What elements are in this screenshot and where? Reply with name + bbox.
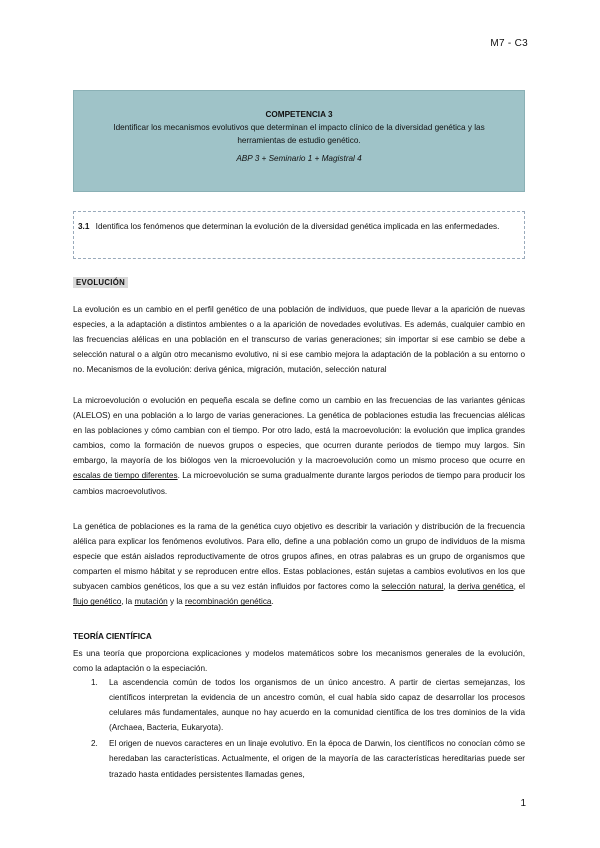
document-code: M7 - C3 [490, 38, 528, 49]
theory-intro: Es una teoría que proporciona explicaciones y modelos matemáticos sobre los mecanismos generales de la evolución, como la adaptación o la especiación. [73, 649, 525, 674]
list-item-text: La ascendencia común de todos los organismos de un único ancestro. A partir de ciertas semejanzas, los científicos interpretan la evidencia de un ancestro común, el cual había sido capaz de desarrollar los procesos celulares más fundamentales, aunque no hay acuerdo en la comunidad científica de los tres dominios de la vida (Archaea, Bacteria, Eukaryota). [109, 678, 525, 733]
link-mutation[interactable]: mutación [134, 597, 168, 607]
page-number: 1 [520, 798, 526, 809]
theory-list [73, 675, 525, 783]
objective-text: Identifica los fenómenos que determinan la evolución de la diversidad genética implicada en las enfermedades. [95, 222, 500, 231]
separator: , el [513, 582, 526, 592]
paragraph-population-genetics-text: La genética de poblaciones es la rama de la genética cuyo objetivo es describir la variación y distribución de la frecuencia alélica para explicar los fenómenos evolutivos. Para ello, define a una población como un grupo de individuos de la misma especie que están aislados reproductivamente de otros grupos afines, en otras palabras es un grupo de organismos que comparten el mismo hábitat y se reproducen entre ellos. Estas poblaciones, están sujetas a cambios evolutivos en los que subyacen cambios genéticos, los que a su vez están influidos por factores como la [73, 522, 525, 592]
competencia-sessions: ABP 3 + Seminario 1 + Magistral 4 [236, 154, 362, 163]
separator: y la [167, 597, 185, 607]
link-natural-selection[interactable]: selección natural [381, 582, 444, 592]
list-item-text: El origen de nuevos caracteres en un linaje evolutivo. En la época de Darwin, los científicos no conocían cómo se heredaban las características. Actualmente, el origen de la mayoría de las características hereditarias puede ser trazado hasta entidades persistentes llamadas genes, [109, 739, 525, 779]
section-heading: EVOLUCIÓN [73, 277, 128, 288]
competencia-line-1: Identificar los mecanismos evolutivos que determinan el impacto clínico de la diversidad genética y las [113, 123, 485, 132]
competencia-title: COMPETENCIA 3 [265, 110, 333, 119]
link-genetic-recombination[interactable]: recombinación genética [184, 597, 272, 607]
separator: , la [121, 597, 135, 607]
paragraph-evolution: La evolución es un cambio en el perfil genético de una población de individuos, que puede llevar a la aparición de nuevas especies, a la adaptación a distintos ambientes o a la aparición de novedades evolutivas. Es además, cualquier cambio en las frecuencias alélicas en una población en el transcurso de varias generaciones; sin importar si ese cambio se debe a selección natural o a algún otro mecanismo evolutivo, ni si ese cambio mejora la adaptación de la población a su entorno o no. Mecanismos de la evolución: deriva génica, migración, mutación, selección natural [73, 305, 525, 375]
list-item-number: 2. [91, 739, 98, 749]
separator: . [271, 597, 274, 607]
paragraph-microevolution-text: La microevolución o evolución en pequeña escala se define como un cambio en las frecuencias de las variantes génicas (ALELOS) en una población a lo largo de varias generaciones. La genética de poblaciones estudia las frecuencias alélicas en las poblaciones y cómo cambian con el tiempo. Por otro lado, está la macroevolución: la evolución que implica grandes cambios, como la formación de nuevos grupos o especies, que ocurren durante periodos de tiempo muy largos. Sin embargo, la mayoría de los biólogos ven la microevolución y la macroevolución como un mismo proceso que ocurre en [73, 396, 525, 466]
competencia-box [73, 90, 525, 192]
paragraph-microevolution [73, 393, 525, 499]
link-genetic-drift[interactable]: deriva genética [457, 582, 514, 592]
paragraph-microevolution-end: . La microevolución se suma gradualmente durante largos periodos de tiempo para producir los cambios macroevolutivos. [73, 471, 525, 496]
paragraph-population-genetics [73, 519, 525, 610]
objective-number: 3.1 [78, 222, 90, 231]
list-item [73, 675, 525, 735]
link-gene-flow[interactable]: flujo genético [73, 597, 122, 607]
link-time-scales[interactable]: escalas de tiempo diferentes [73, 471, 178, 481]
theory-heading: TEORÍA CIENTÍFICA [73, 632, 152, 641]
list-item [73, 736, 525, 781]
competencia-line-2: herramientas de estudio genético. [237, 136, 361, 145]
objective-box [73, 211, 525, 259]
list-item-number: 1. [91, 678, 98, 687]
separator: , la [443, 582, 458, 592]
